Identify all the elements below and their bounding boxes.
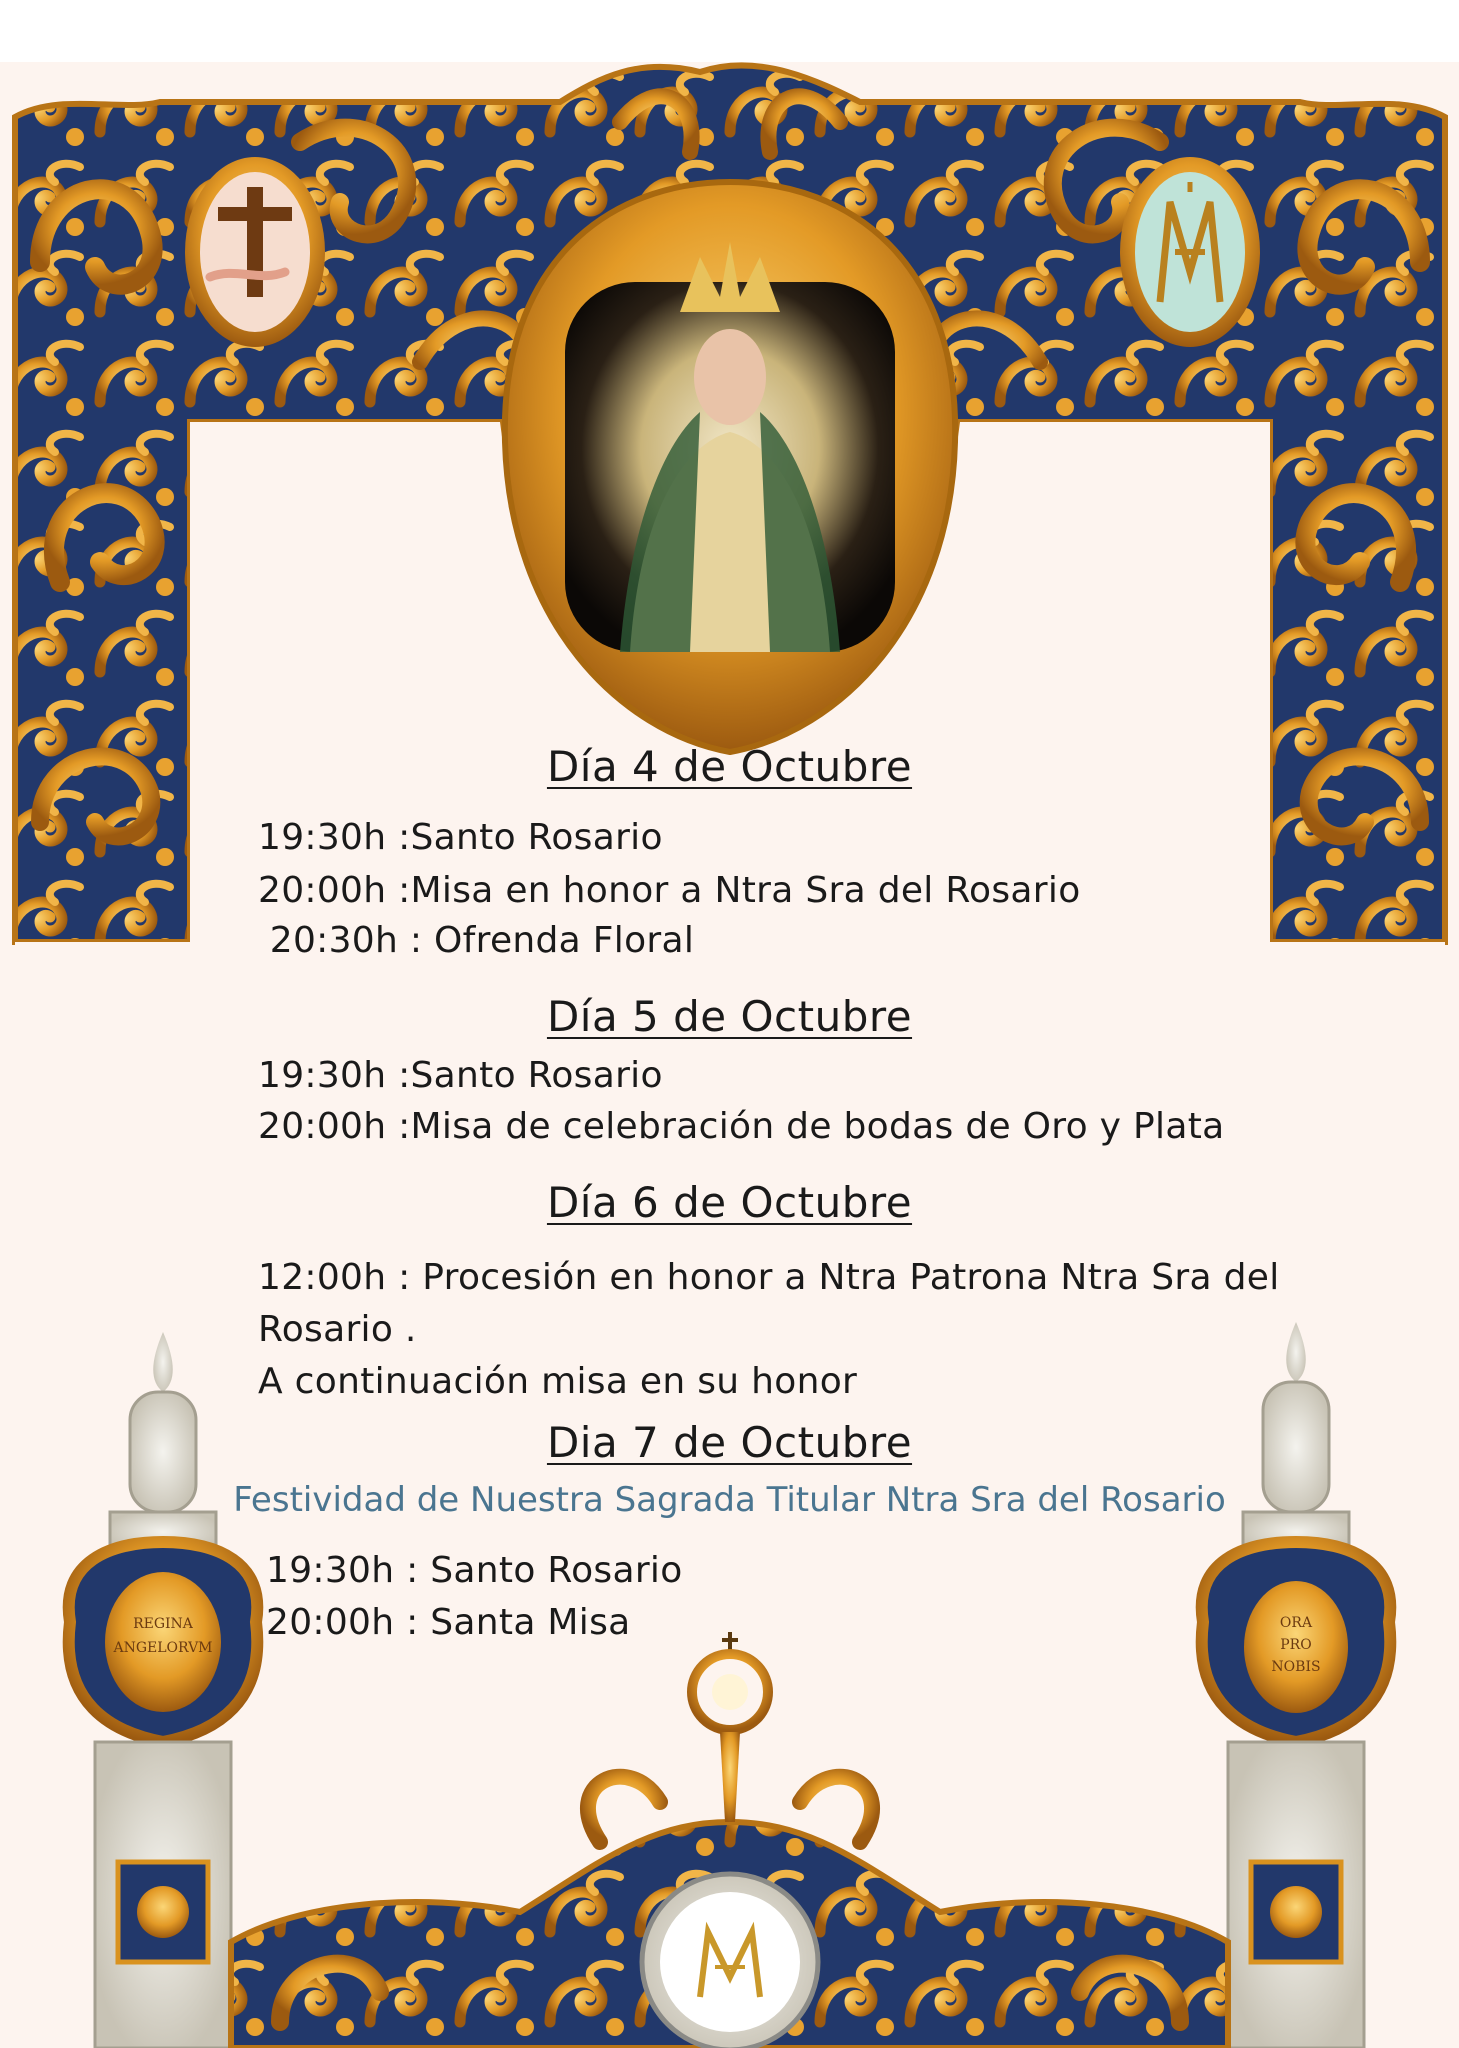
- schedule-line: 12:00h : Procesión en honor a Ntra Patrona Ntra Sra del: [258, 1257, 1280, 1298]
- ora-text-2: PRO: [1280, 1637, 1312, 1653]
- schedule-line: 19:30h : Santo Rosario: [266, 1550, 683, 1591]
- day-heading-7: Dia 7 de Octubre: [546, 1418, 913, 1467]
- ora-text-3: NOBIS: [1271, 1659, 1321, 1675]
- marian-monogram-medallion-icon: [1120, 157, 1260, 347]
- festivity-subtitle: Festividad de Nuestra Sagrada Titular Ntra Sra del Rosario: [233, 1480, 1226, 1520]
- schedule-line: 20:30h : Ofrenda Floral: [258, 920, 695, 961]
- schedule-line: 20:00h :Misa en honor a Ntra Sra del Rosario: [258, 870, 1081, 911]
- schedule-line: 19:30h :Santo Rosario: [258, 817, 663, 858]
- ora-text-1: ORA: [1279, 1615, 1313, 1631]
- day-heading-4: Día 4 de Octubre: [546, 742, 913, 791]
- schedule-line: 20:00h :Misa de celebración de bodas de Oro y Plata: [258, 1106, 1225, 1147]
- regina-text-2: ANGELORVM: [113, 1640, 213, 1656]
- regina-text-1: REGINA: [133, 1616, 193, 1632]
- brotherhood-seal: [642, 1874, 818, 2048]
- day-heading-5: Día 5 de Octubre: [546, 992, 913, 1041]
- ornamental-frame: [0, 62, 1459, 2048]
- day-heading-6: Día 6 de Octubre: [546, 1178, 913, 1227]
- cross-medallion-icon: [185, 157, 325, 347]
- poster: [0, 62, 1459, 2048]
- schedule-line: 20:00h : Santa Misa: [266, 1602, 631, 1643]
- schedule-line: 19:30h :Santo Rosario: [258, 1055, 663, 1096]
- schedule-line: Rosario .: [258, 1309, 417, 1350]
- schedule-line: A continuación misa en su honor: [258, 1361, 858, 1402]
